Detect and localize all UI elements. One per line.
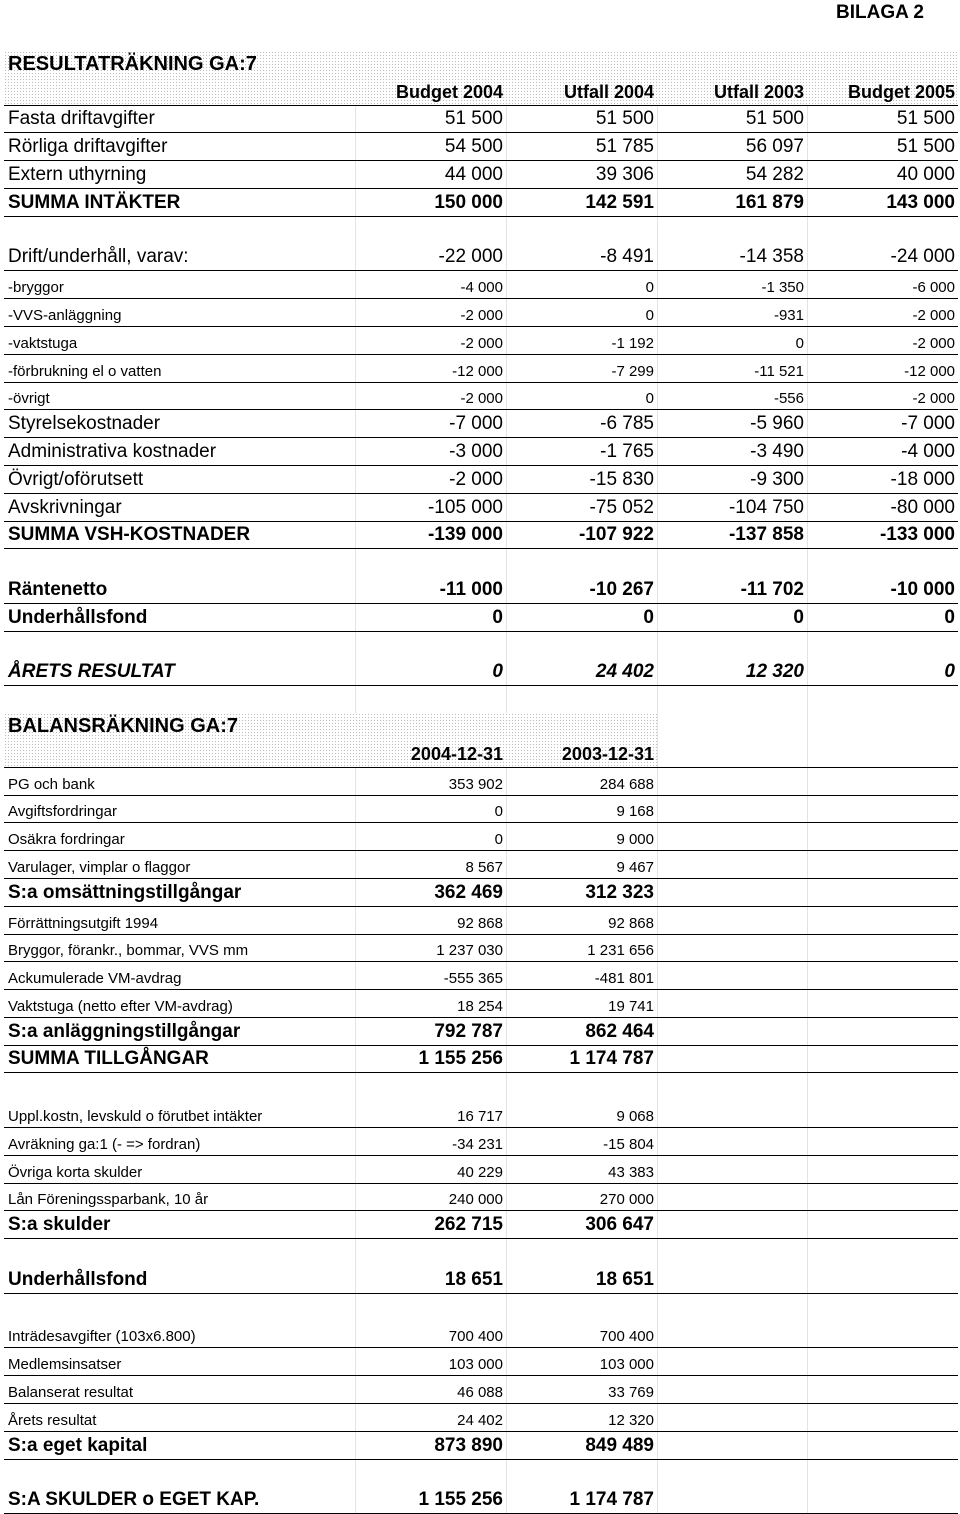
row-label: Övriga korta skulder [8, 1163, 143, 1181]
value-cell: 1 174 787 [569, 1048, 654, 1070]
value-cell: 92 868 [608, 914, 654, 932]
row-label: Styrelsekostnader [8, 413, 161, 435]
row-label: SUMMA VSH-KOSTNADER [8, 524, 251, 546]
value-cell: -4 000 [901, 440, 955, 462]
value-cell: 16 717 [457, 1108, 503, 1126]
row-label: Underhållsfond [8, 606, 148, 628]
row-label: S:a anläggningstillgångar [8, 1020, 241, 1042]
row-label: S:A SKULDER o EGET KAP. [8, 1489, 260, 1511]
value-cell: 306 647 [585, 1214, 654, 1236]
value-cell: 18 651 [595, 1268, 654, 1290]
table-row [4, 1321, 958, 1349]
value-cell: 18 254 [457, 997, 503, 1015]
value-cell: 362 469 [434, 881, 503, 903]
value-cell: 9 000 [616, 831, 654, 849]
balance-header-row [4, 740, 958, 768]
row-label: Vaktstuga (netto efter VM-avdrag) [8, 997, 233, 1015]
value-cell: 0 [492, 606, 503, 628]
table-row [4, 1100, 958, 1128]
row-label: S:a skulder [8, 1214, 111, 1236]
row-label: -övrigt [8, 390, 50, 408]
financial-statement-sheet [4, 51, 958, 1514]
row-label: S:a eget kapital [8, 1434, 148, 1456]
row-label: Fasta driftavgifter [8, 108, 155, 130]
value-cell: 0 [494, 831, 503, 849]
value-cell: -2 000 [460, 390, 503, 408]
value-cell: 0 [494, 803, 503, 821]
value-cell: -107 922 [578, 524, 654, 546]
value-cell: -7 000 [449, 413, 503, 435]
value-cell: -2 000 [912, 390, 955, 408]
value-cell: 8 567 [465, 858, 503, 876]
table-row [4, 410, 958, 438]
spacer-row [4, 1294, 958, 1321]
value-cell: 54 282 [745, 163, 804, 185]
table-row [4, 106, 958, 134]
table-row [4, 768, 958, 796]
table-row [4, 466, 958, 494]
value-cell: -9 300 [750, 468, 804, 490]
table-row [4, 1266, 958, 1294]
value-cell: -24 000 [890, 246, 955, 268]
value-cell: 142 591 [585, 191, 654, 213]
row-label: -bryggor [8, 279, 64, 297]
value-cell: 103 000 [599, 1356, 654, 1374]
value-cell: 44 000 [444, 163, 503, 185]
value-cell: 1 174 787 [569, 1489, 654, 1511]
appendix-label: BILAGA 2 [836, 2, 924, 23]
row-label: Extern uthyrning [8, 163, 147, 185]
table-row [4, 244, 958, 272]
value-cell: 18 651 [444, 1268, 503, 1290]
table-row [4, 494, 958, 522]
table-row [4, 299, 958, 327]
spacer-row [4, 632, 958, 659]
value-cell: 56 097 [745, 136, 804, 158]
table-row [4, 1018, 958, 1046]
spacer-row [4, 1073, 958, 1100]
value-cell: 1 231 656 [587, 942, 654, 960]
value-cell: 0 [645, 306, 654, 324]
row-label: Underhållsfond [8, 1268, 148, 1290]
row-label: Administrativa kostnader [8, 440, 217, 462]
table-row [4, 1404, 958, 1432]
value-cell: 51 500 [896, 108, 955, 130]
row-label: S:a omsättningstillgångar [8, 881, 242, 903]
header-utfall-2003: Utfall 2003 [713, 81, 804, 102]
value-cell: 40 000 [896, 163, 955, 185]
value-cell: -15 804 [603, 1135, 654, 1153]
value-cell: 312 323 [585, 881, 654, 903]
value-cell: 9 068 [616, 1108, 654, 1126]
table-row [4, 383, 958, 411]
spacer-row [4, 1460, 958, 1487]
value-cell: 19 741 [608, 997, 654, 1015]
value-cell: 0 [944, 606, 955, 628]
row-label: Inträdesavgifter (103x6.800) [8, 1328, 196, 1346]
table-row [4, 133, 958, 161]
value-cell: -22 000 [438, 246, 503, 268]
value-cell: 9 168 [616, 803, 654, 821]
value-cell: 24 402 [457, 1411, 503, 1429]
row-label: Förrättningsutgift 1994 [8, 914, 159, 932]
row-label: SUMMA TILLGÅNGAR [8, 1048, 209, 1070]
value-cell: 40 229 [457, 1163, 503, 1181]
result-header-row [4, 78, 958, 106]
row-label: Avräkning ga:1 (- => fordran) [8, 1135, 201, 1153]
value-cell: 51 500 [595, 108, 654, 130]
row-label: Avskrivningar [8, 496, 122, 518]
value-cell: 143 000 [886, 191, 955, 213]
value-cell: 873 890 [434, 1434, 503, 1456]
table-row [4, 823, 958, 851]
value-cell: -80 000 [890, 496, 955, 518]
value-cell: 103 000 [448, 1356, 503, 1374]
table-row [4, 189, 958, 217]
value-cell: -2 000 [449, 468, 503, 490]
table-row [4, 1211, 958, 1239]
value-cell: -12 000 [452, 362, 503, 380]
value-cell: 262 715 [434, 1214, 503, 1236]
value-cell: 150 000 [434, 191, 503, 213]
balance-title: BALANSRÄKNING GA:7 [4, 713, 657, 740]
table-row [4, 990, 958, 1018]
value-cell: 51 500 [896, 136, 955, 158]
header-budget-2005: Budget 2005 [847, 81, 955, 102]
value-cell: -12 000 [904, 362, 955, 380]
table-row [4, 438, 958, 466]
value-cell: -4 000 [460, 279, 503, 297]
table-row [4, 327, 958, 355]
value-cell: 240 000 [448, 1191, 503, 1209]
table-row [4, 1156, 958, 1184]
row-label: Uppl.kostn, levskuld o förutbet intäkter [8, 1108, 263, 1126]
value-cell: 0 [795, 334, 804, 352]
value-cell: 862 464 [585, 1020, 654, 1042]
value-cell: 1 237 030 [436, 942, 503, 960]
value-cell: -10 000 [890, 578, 955, 600]
table-row [4, 1432, 958, 1460]
value-cell: -8 491 [600, 246, 654, 268]
row-label: Lån Föreningssparbank, 10 år [8, 1191, 209, 1209]
value-cell: -11 521 [754, 362, 804, 380]
value-cell: -7 299 [611, 362, 654, 380]
value-cell: 43 383 [608, 1163, 654, 1181]
row-label: Avgiftsfordringar [8, 803, 117, 821]
value-cell: 46 088 [457, 1384, 503, 1402]
value-cell: 284 688 [599, 775, 654, 793]
value-cell: 0 [643, 606, 654, 628]
value-cell: 1 155 256 [418, 1048, 503, 1070]
value-cell: -104 750 [728, 496, 804, 518]
value-cell: -1 350 [761, 279, 804, 297]
row-label: Varulager, vimplar o flaggor [8, 858, 191, 876]
table-row [4, 907, 958, 935]
value-cell: 700 400 [599, 1328, 654, 1346]
row-label: Balanserat resultat [8, 1384, 134, 1402]
value-cell: 92 868 [457, 914, 503, 932]
value-cell: -931 [773, 306, 804, 324]
value-cell: -1 192 [611, 334, 654, 352]
value-cell: -6 000 [912, 279, 955, 297]
value-cell: 1 155 256 [418, 1489, 503, 1511]
value-cell: -555 365 [443, 970, 503, 988]
spacer-row [4, 1239, 958, 1266]
value-cell: -11 000 [439, 578, 503, 600]
value-cell: -2 000 [912, 306, 955, 324]
value-cell: -15 830 [589, 468, 654, 490]
value-cell: -3 000 [449, 440, 503, 462]
value-cell: 792 787 [434, 1020, 503, 1042]
value-cell: 0 [944, 661, 955, 683]
row-label: -vaktstuga [8, 334, 78, 352]
balance-table-body [4, 768, 958, 1514]
section-spacer [4, 686, 958, 713]
table-row [4, 659, 958, 687]
value-cell: -556 [773, 390, 804, 408]
value-cell: -18 000 [890, 468, 955, 490]
header-2004-12-31: 2004-12-31 [410, 743, 503, 764]
row-label: Räntenetto [8, 578, 108, 600]
table-row [4, 576, 958, 604]
row-label: SUMMA INTÄKTER [8, 191, 181, 213]
value-cell: -7 000 [901, 413, 955, 435]
table-row [4, 1376, 958, 1404]
row-label: ÅRETS RESULTAT [8, 661, 175, 683]
value-cell: -2 000 [912, 334, 955, 352]
value-cell: 0 [793, 606, 804, 628]
row-label: Övrigt/oförutsett [8, 468, 144, 490]
value-cell: 51 785 [595, 136, 654, 158]
table-row [4, 604, 958, 632]
balance-title-row [4, 713, 958, 740]
value-cell: -10 267 [589, 578, 654, 600]
value-cell: -2 000 [460, 306, 503, 324]
value-cell: -481 801 [594, 970, 654, 988]
table-row [4, 851, 958, 879]
value-cell: -5 960 [750, 413, 804, 435]
row-label: -förbrukning el o vatten [8, 362, 162, 380]
table-row [4, 355, 958, 383]
table-row [4, 1184, 958, 1212]
row-label: Medlemsinsatser [8, 1356, 122, 1374]
value-cell: 39 306 [595, 163, 654, 185]
row-label: Bryggor, förankr., bommar, VVS mm [8, 942, 249, 960]
table-row [4, 271, 958, 299]
row-label: Årets resultat [8, 1411, 97, 1429]
table-row [4, 962, 958, 990]
table-row [4, 1348, 958, 1376]
header-budget-2004: Budget 2004 [395, 81, 503, 102]
value-cell: -11 702 [740, 578, 804, 600]
spacer-row [4, 549, 958, 576]
header-utfall-2004: Utfall 2004 [563, 81, 654, 102]
value-cell: 54 500 [444, 136, 503, 158]
value-cell: -6 785 [600, 413, 654, 435]
value-cell: 0 [645, 390, 654, 408]
table-row [4, 1128, 958, 1156]
value-cell: 9 467 [616, 858, 654, 876]
value-cell: 0 [645, 279, 654, 297]
value-cell: 33 769 [608, 1384, 654, 1402]
value-cell: 161 879 [735, 191, 804, 213]
result-title: RESULTATRÄKNING GA:7 [8, 52, 257, 75]
value-cell: -1 765 [600, 440, 654, 462]
row-label: Osäkra fordringar [8, 831, 125, 849]
row-label: -VVS-anläggning [8, 306, 122, 324]
table-row [4, 796, 958, 824]
row-label: Ackumulerade VM-avdrag [8, 970, 182, 988]
header-2003-12-31: 2003-12-31 [561, 743, 654, 764]
value-cell: 12 320 [745, 661, 804, 683]
table-row [4, 1486, 958, 1514]
value-cell: -34 231 [452, 1135, 503, 1153]
value-cell: -2 000 [460, 334, 503, 352]
table-row [4, 522, 958, 550]
spacer-row [4, 217, 958, 244]
table-row [4, 1046, 958, 1074]
row-label: PG och bank [8, 775, 95, 793]
value-cell: 270 000 [599, 1191, 654, 1209]
value-cell: 51 500 [444, 108, 503, 130]
result-table-body [4, 106, 958, 687]
value-cell: 700 400 [448, 1328, 503, 1346]
table-row [4, 935, 958, 963]
value-cell: -139 000 [427, 524, 503, 546]
value-cell: -3 490 [750, 440, 804, 462]
value-cell: 0 [492, 661, 503, 683]
value-cell: -137 858 [728, 524, 804, 546]
row-label: Rörliga driftavgifter [8, 136, 168, 158]
value-cell: 24 402 [595, 661, 654, 683]
value-cell: 849 489 [585, 1434, 654, 1456]
value-cell: 51 500 [745, 108, 804, 130]
value-cell: 353 902 [448, 775, 503, 793]
value-cell: -75 052 [589, 496, 654, 518]
table-row [4, 879, 958, 907]
value-cell: -14 358 [739, 246, 804, 268]
value-cell: 12 320 [608, 1411, 654, 1429]
result-title-row [4, 51, 958, 78]
table-row [4, 161, 958, 189]
row-label: Drift/underhåll, varav: [8, 246, 189, 268]
value-cell: -133 000 [879, 524, 955, 546]
value-cell: -105 000 [427, 496, 503, 518]
